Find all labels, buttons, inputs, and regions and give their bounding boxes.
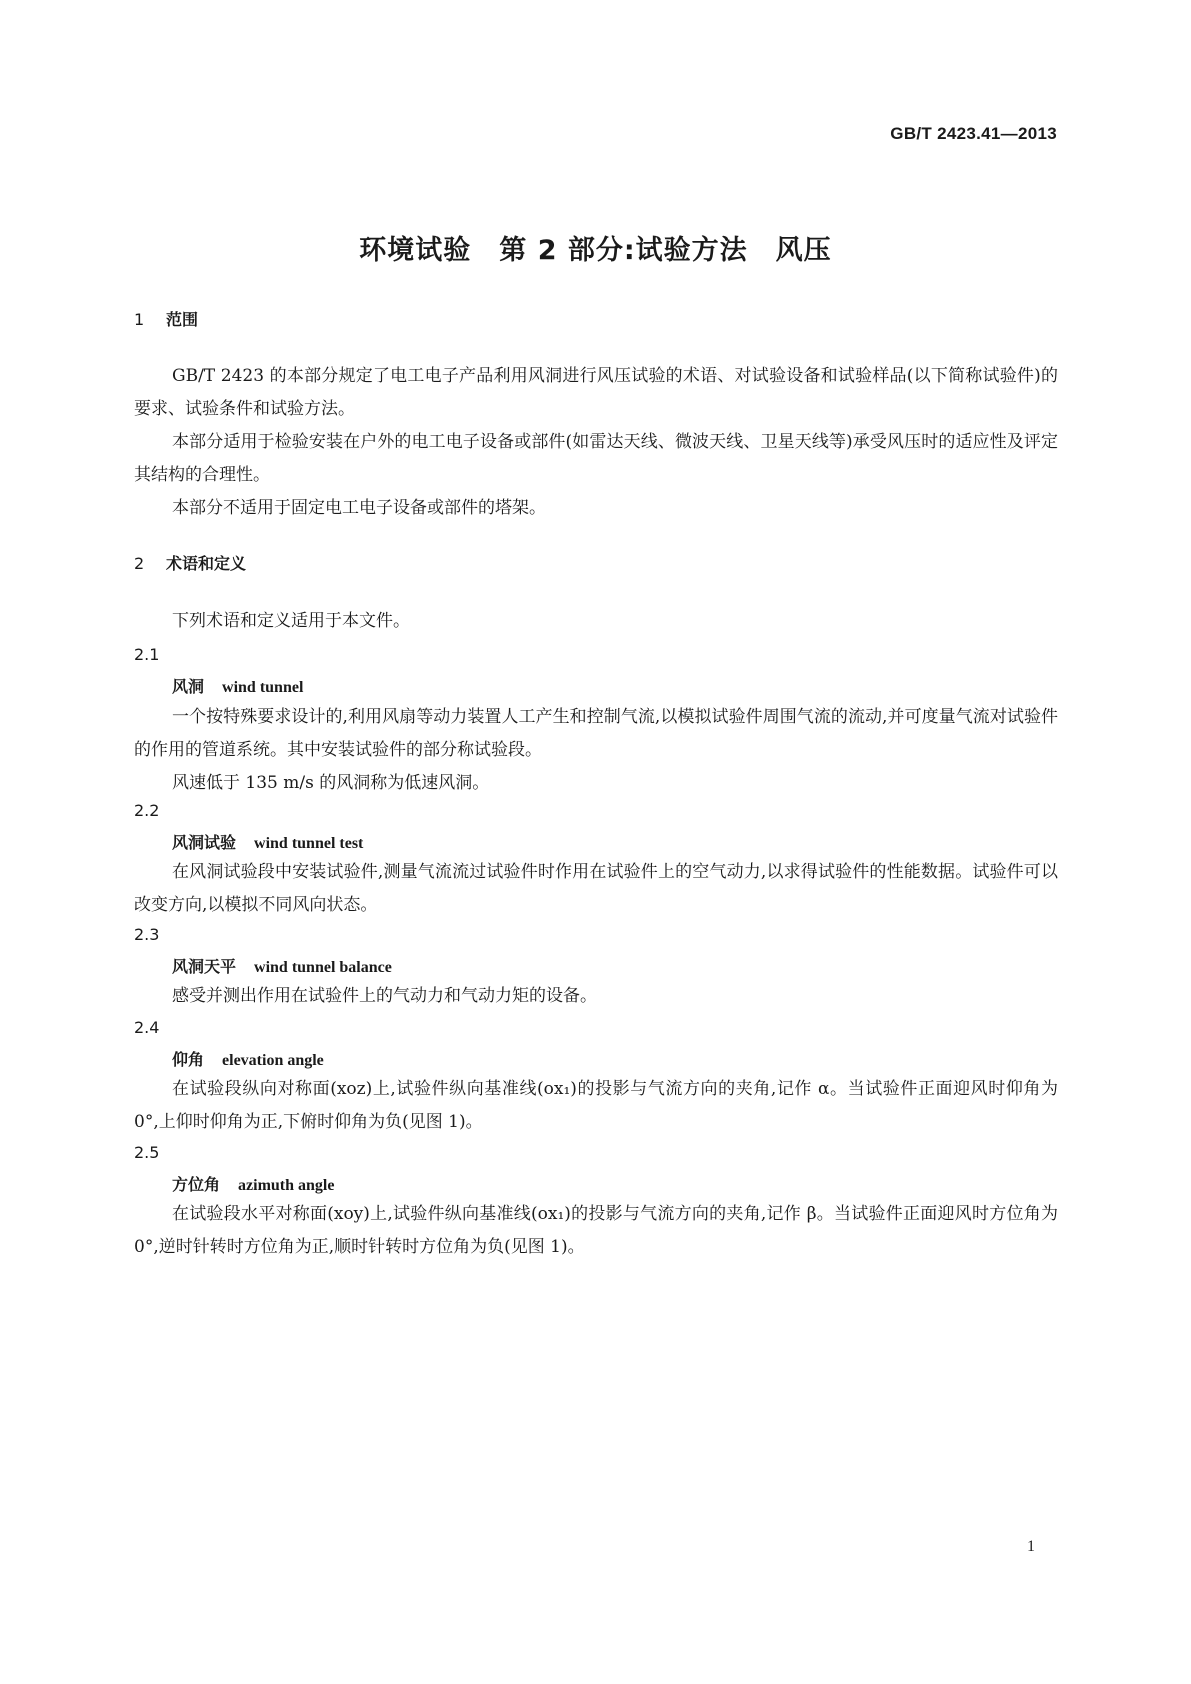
term-2-2-zh: 风洞试验 [172,833,237,852]
term-2-1-zh: 风洞 [172,677,205,696]
page-number: 1 [1027,1538,1035,1555]
term-2-2 [172,830,363,853]
term-2-2-definition: 在风洞试验段中安装试验件,测量气流流过试验件时作用在试验件上的空气动力,以求得试验件的性能数据。试验件可以改变方向,以模拟不同风向状态。 [134,862,1058,915]
section-1-number: 1 [134,310,145,329]
term-2-5-definition: 在试验段水平对称面(xoy)上,试验件纵向基准线(ox₁)的投影与气流方向的夹角,记作 β。当试验件正面迎风时方位角为 0°,逆时针转时方位角为正,顺时针转时方位角为负(见图 1)。 [134,1204,1058,1257]
term-2-1-definition-2: 风速低于 135 m/s 的风洞称为低速风洞。 [172,773,490,793]
term-2-3 [172,954,392,977]
term-2-3-definition: 感受并测出作用在试验件上的气动力和气动力矩的设备。 [172,986,597,1006]
standard-code: GB/T 2423.41—2013 [890,124,1057,143]
term-2-3-zh: 风洞天平 [172,957,237,976]
term-2-4 [172,1047,324,1070]
section-1-title: 范围 [166,310,199,329]
document-title: 环境试验 第 2 部分:试验方法 风压 [359,235,832,266]
scope-paragraph-2: 本部分适用于检验安装在户外的电工电子设备或部件(如雷达天线、微波天线、卫星天线等)承受风压时的适应性及评定其结构的合理性。 [134,432,1058,485]
term-2-1-definition-1: 一个按特殊要求设计的,利用风扇等动力装置人工产生和控制气流,以模拟试验件周围气流的流动,并可度量气流对试验件的作用的管道系统。其中安装试验件的部分称试验段。 [134,707,1058,760]
term-2-3-en: wind tunnel balance [254,959,392,976]
term-2-1 [172,674,303,697]
clause-2-4-number: 2.4 [134,1018,160,1037]
clause-2-1-number: 2.1 [134,645,160,664]
clause-2-5-number: 2.5 [134,1143,160,1162]
section-1-heading [134,307,198,330]
term-2-5-en: azimuth angle [238,1177,335,1194]
section-2-heading [134,551,246,574]
term-2-1-en: wind tunnel [222,679,304,696]
term-2-5 [172,1172,334,1195]
term-2-4-definition: 在试验段纵向对称面(xoz)上,试验件纵向基准线(ox₁)的投影与气流方向的夹角,记作 α。当试验件正面迎风时仰角为 0°,上仰时仰角为正,下俯时仰角为负(见图 1)。 [134,1079,1058,1132]
term-2-2-en: wind tunnel test [254,835,364,852]
scope-paragraph-3: 本部分不适用于固定电工电子设备或部件的塔架。 [172,498,546,518]
terms-intro: 下列术语和定义适用于本文件。 [172,611,410,631]
scope-paragraph-1: GB/T 2423 的本部分规定了电工电子产品利用风洞进行风压试验的术语、对试验设备和试验样品(以下简称试验件)的要求、试验条件和试验方法。 [134,366,1058,419]
term-2-4-en: elevation angle [222,1052,324,1069]
clause-2-3-number: 2.3 [134,925,160,944]
term-2-4-zh: 仰角 [172,1050,205,1069]
section-2-number: 2 [134,554,145,573]
section-2-title: 术语和定义 [166,554,247,573]
term-2-5-zh: 方位角 [172,1175,221,1194]
clause-2-2-number: 2.2 [134,801,160,820]
